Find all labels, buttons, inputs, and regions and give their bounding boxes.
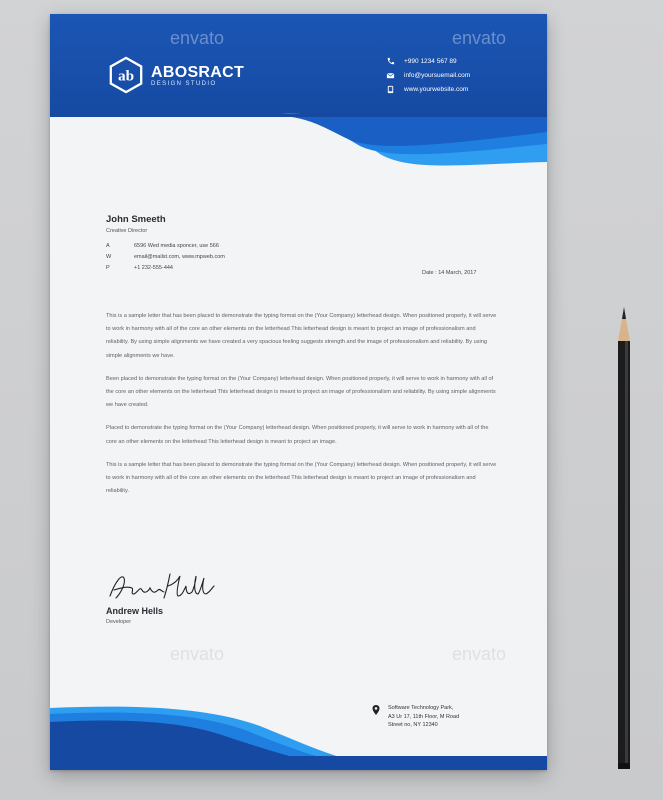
address-line: A3 Ur 17, 11th Floor, M Road (388, 713, 460, 720)
watermark-top-right: envato (452, 28, 507, 48)
recipient-address-line (106, 240, 225, 251)
brand-tagline: DESIGN STUDIO (151, 80, 217, 87)
footer-wave (50, 704, 547, 770)
contact-web-row (386, 82, 470, 96)
hexagon-logo-icon (107, 56, 145, 94)
header-contact (386, 54, 470, 96)
brand-logo (107, 56, 244, 94)
line-key: A (106, 242, 110, 249)
location-pin-icon (372, 705, 380, 715)
recipient-block (106, 214, 225, 273)
web-icon (386, 85, 395, 94)
line-value: +1 232-555-444 (134, 264, 173, 271)
body-paragraph: This is a sample letter that has been placed to demonstrate the typing format on the (Your Company) letterhead design. When positioned properly, it will serve to work in harmony with all of the core an other elements on the letterhead This letterhead design is meant to project an image of professionalism and reliability. By using simple alignments we have created a very spacious feeling suggests strength and the image of professionalism and reliability. By using simple alignments we have. (106, 313, 497, 359)
email-icon (386, 71, 395, 80)
address-line: Software Technology Park, (388, 705, 454, 711)
phone-icon (386, 57, 395, 66)
signer-name: Andrew Hells (106, 606, 164, 616)
body-paragraph: Been placed to demonstrate the typing format on the (Your Company) letterhead design. When positioned properly, it will serve to work in harmony with all of the core an other elements on the letterhead This letterhead design is meant to project an image of professionalism and reliability. By using simple alignments we have created. (106, 375, 496, 409)
line-key: W (106, 253, 112, 260)
line-value: email@mailst.com, www.mpweb.com (134, 253, 225, 260)
contact-email-row (386, 68, 470, 82)
contact-phone: +990 1234 567 89 (404, 57, 457, 65)
recipient-title: Creative Director (106, 228, 148, 234)
logo-initials: ab (117, 67, 135, 85)
letter-date: Date : 14 March, 2017 (422, 270, 477, 276)
recipient-web-line (106, 251, 225, 262)
watermark-bottom-right: envato (452, 644, 507, 664)
watermark-bottom-left: envato (170, 644, 225, 664)
pencil (612, 305, 636, 775)
signer-title: Developer (106, 619, 132, 625)
line-value: 6596 Wed media sponcer, use 566 (134, 242, 219, 249)
line-key: P (106, 264, 110, 271)
footer-address (372, 704, 459, 730)
body-paragraph: Placed to demonstrate the typing format on the (Your Company) letterhead design. When positioned properly, it will serve to work in harmony with all of the core an other elements on the letterhead This letterhead design is meant to project an image. (106, 425, 489, 445)
handwritten-signature (106, 570, 216, 604)
letterhead-sheet (50, 14, 547, 770)
brand-name: ABOSRACT (151, 63, 245, 81)
contact-web: www.yourwebsite.com (404, 85, 469, 93)
contact-email: info@yoursuemail.com (404, 71, 471, 79)
watermark-top-left: envato (170, 28, 225, 48)
address-line: Street no, NY 12340 (388, 722, 438, 728)
contact-phone-row (386, 54, 470, 68)
recipient-name: John Smeeth (106, 214, 166, 225)
letter-body (106, 310, 498, 508)
body-paragraph: This is a sample letter that has been placed to demonstrate the typing format on the (Your Company) letterhead design. When positioned properly, it will serve to work in harmony with all of the core an other elements on the letterhead This letterhead design is meant to project an image of professionalism and reliability. (106, 461, 497, 495)
recipient-phone-line (106, 262, 225, 273)
